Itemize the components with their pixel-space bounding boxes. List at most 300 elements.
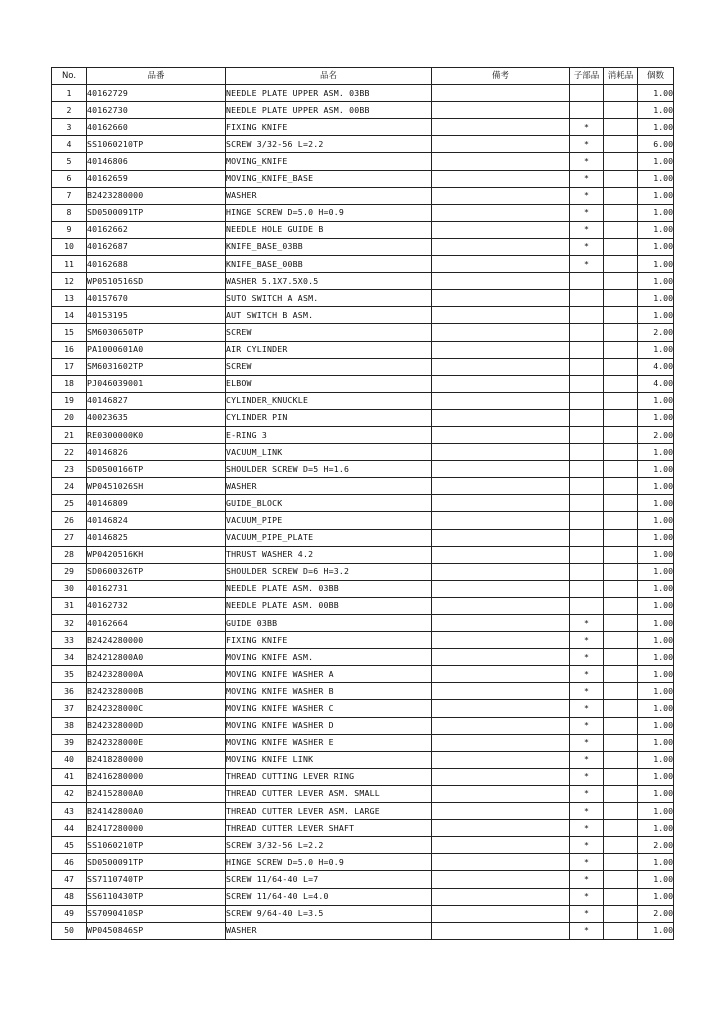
part-number-cell: SS7110740TP bbox=[87, 871, 226, 888]
part-number-cell: B2423280000 bbox=[87, 187, 226, 204]
consumable-mark-cell bbox=[604, 597, 638, 614]
row-number: 17 bbox=[52, 358, 87, 375]
remarks-cell bbox=[432, 529, 570, 546]
consumable-mark-cell bbox=[604, 615, 638, 632]
quantity-cell: 1.00 bbox=[638, 392, 674, 409]
quantity-cell: 2.00 bbox=[638, 324, 674, 341]
part-name-cell: MOVING KNIFE WASHER D bbox=[226, 717, 432, 734]
table-row bbox=[52, 871, 674, 888]
row-number: 35 bbox=[52, 666, 87, 683]
quantity-cell: 1.00 bbox=[638, 803, 674, 820]
row-number: 14 bbox=[52, 307, 87, 324]
part-number-cell: 40146827 bbox=[87, 392, 226, 409]
subpart-mark-cell: * bbox=[570, 632, 604, 649]
consumable-mark-cell bbox=[604, 820, 638, 837]
consumable-mark-cell bbox=[604, 409, 638, 426]
row-number: 39 bbox=[52, 734, 87, 751]
part-name-cell: AIR CYLINDER bbox=[226, 341, 432, 358]
remarks-cell bbox=[432, 580, 570, 597]
remarks-cell bbox=[432, 632, 570, 649]
part-name-cell: SCREW bbox=[226, 324, 432, 341]
row-number: 41 bbox=[52, 768, 87, 785]
table-row bbox=[52, 119, 674, 136]
consumable-mark-cell bbox=[604, 683, 638, 700]
quantity-cell: 1.00 bbox=[638, 529, 674, 546]
remarks-cell bbox=[432, 922, 570, 939]
row-number: 27 bbox=[52, 529, 87, 546]
table-row bbox=[52, 102, 674, 119]
part-number-cell: SD0500166TP bbox=[87, 461, 226, 478]
part-number-cell: RE0300000K0 bbox=[87, 426, 226, 443]
consumable-mark-cell bbox=[604, 837, 638, 854]
header-row bbox=[52, 68, 674, 85]
remarks-cell bbox=[432, 444, 570, 461]
subpart-mark-cell: * bbox=[570, 256, 604, 273]
quantity-cell: 1.00 bbox=[638, 717, 674, 734]
part-number-cell: SS7090410SP bbox=[87, 905, 226, 922]
consumable-mark-cell bbox=[604, 136, 638, 153]
part-name-cell: WASHER bbox=[226, 922, 432, 939]
part-name-cell: WASHER bbox=[226, 478, 432, 495]
consumable-mark-cell bbox=[604, 341, 638, 358]
row-number: 4 bbox=[52, 136, 87, 153]
part-number-cell: B24152800A0 bbox=[87, 785, 226, 802]
table-row bbox=[52, 580, 674, 597]
remarks-cell bbox=[432, 238, 570, 255]
subpart-mark-cell bbox=[570, 546, 604, 563]
quantity-cell: 1.00 bbox=[638, 854, 674, 871]
subpart-mark-cell: * bbox=[570, 717, 604, 734]
part-name-cell: CYLINDER PIN bbox=[226, 409, 432, 426]
subpart-mark-cell bbox=[570, 341, 604, 358]
subpart-mark-cell bbox=[570, 444, 604, 461]
remarks-cell bbox=[432, 426, 570, 443]
subpart-mark-cell: * bbox=[570, 666, 604, 683]
remarks-cell bbox=[432, 512, 570, 529]
table-row bbox=[52, 273, 674, 290]
row-number: 23 bbox=[52, 461, 87, 478]
row-number: 31 bbox=[52, 597, 87, 614]
row-number: 42 bbox=[52, 785, 87, 802]
part-name-cell: THREAD CUTTER LEVER ASM. LARGE bbox=[226, 803, 432, 820]
quantity-cell: 4.00 bbox=[638, 375, 674, 392]
part-number-cell: B2424280000 bbox=[87, 632, 226, 649]
row-number: 5 bbox=[52, 153, 87, 170]
part-name-cell: NEEDLE HOLE GUIDE B bbox=[226, 221, 432, 238]
parts-list-table bbox=[51, 67, 674, 940]
consumable-mark-cell bbox=[604, 580, 638, 597]
quantity-cell: 1.00 bbox=[638, 461, 674, 478]
part-name-cell: VACUUM_PIPE bbox=[226, 512, 432, 529]
remarks-cell bbox=[432, 478, 570, 495]
consumable-mark-cell bbox=[604, 717, 638, 734]
remarks-cell bbox=[432, 837, 570, 854]
table-row bbox=[52, 632, 674, 649]
remarks-cell bbox=[432, 324, 570, 341]
subpart-mark-cell: * bbox=[570, 649, 604, 666]
consumable-mark-cell bbox=[604, 273, 638, 290]
quantity-cell: 1.00 bbox=[638, 478, 674, 495]
part-number-cell: 40162664 bbox=[87, 615, 226, 632]
part-name-cell: SCREW 3/32-56 L=2.2 bbox=[226, 837, 432, 854]
table-row bbox=[52, 358, 674, 375]
consumable-mark-cell bbox=[604, 803, 638, 820]
part-number-cell: B24142800A0 bbox=[87, 803, 226, 820]
subpart-mark-cell: * bbox=[570, 751, 604, 768]
part-name-cell: SHOULDER SCREW D=6 H=3.2 bbox=[226, 563, 432, 580]
quantity-cell: 1.00 bbox=[638, 85, 674, 102]
table-row bbox=[52, 785, 674, 802]
table-row bbox=[52, 307, 674, 324]
consumable-mark-cell bbox=[604, 529, 638, 546]
part-name-cell: NEEDLE PLATE ASM. 00BB bbox=[226, 597, 432, 614]
row-number: 7 bbox=[52, 187, 87, 204]
table-row bbox=[52, 204, 674, 221]
part-name-cell: MOVING KNIFE WASHER C bbox=[226, 700, 432, 717]
part-name-cell: SHOULDER SCREW D=5 H=1.6 bbox=[226, 461, 432, 478]
consumable-mark-cell bbox=[604, 153, 638, 170]
part-name-cell: KNIFE_BASE_00BB bbox=[226, 256, 432, 273]
part-name-cell: KNIFE_BASE_03BB bbox=[226, 238, 432, 255]
row-number: 30 bbox=[52, 580, 87, 597]
part-number-cell: B2417280000 bbox=[87, 820, 226, 837]
consumable-mark-cell bbox=[604, 221, 638, 238]
quantity-cell: 1.00 bbox=[638, 204, 674, 221]
table-row bbox=[52, 597, 674, 614]
row-number: 43 bbox=[52, 803, 87, 820]
quantity-cell: 1.00 bbox=[638, 187, 674, 204]
table-row bbox=[52, 170, 674, 187]
remarks-cell bbox=[432, 204, 570, 221]
part-number-cell: SD0600326TP bbox=[87, 563, 226, 580]
table-row bbox=[52, 341, 674, 358]
subpart-mark-cell: * bbox=[570, 221, 604, 238]
part-number-cell: 40146826 bbox=[87, 444, 226, 461]
subpart-mark-cell: * bbox=[570, 837, 604, 854]
remarks-cell bbox=[432, 170, 570, 187]
part-name-cell: SCREW 11/64-40 L=4.0 bbox=[226, 888, 432, 905]
row-number: 29 bbox=[52, 563, 87, 580]
subpart-mark-cell: * bbox=[570, 153, 604, 170]
table-row bbox=[52, 187, 674, 204]
part-name-cell: MOVING KNIFE WASHER E bbox=[226, 734, 432, 751]
table-row bbox=[52, 512, 674, 529]
row-number: 46 bbox=[52, 854, 87, 871]
remarks-cell bbox=[432, 785, 570, 802]
part-number-cell: 40023635 bbox=[87, 409, 226, 426]
header-no: No. bbox=[52, 68, 87, 85]
part-number-cell: SD0500091TP bbox=[87, 204, 226, 221]
remarks-cell bbox=[432, 546, 570, 563]
table-row bbox=[52, 444, 674, 461]
part-number-cell: 40162731 bbox=[87, 580, 226, 597]
subpart-mark-cell: * bbox=[570, 888, 604, 905]
table-row bbox=[52, 615, 674, 632]
part-name-cell: FIXING KNIFE bbox=[226, 632, 432, 649]
row-number: 2 bbox=[52, 102, 87, 119]
subpart-mark-cell bbox=[570, 392, 604, 409]
part-number-cell: 40162659 bbox=[87, 170, 226, 187]
part-name-cell: SCREW 9/64-40 L=3.5 bbox=[226, 905, 432, 922]
part-name-cell: THRUST WASHER 4.2 bbox=[226, 546, 432, 563]
part-name-cell: NEEDLE PLATE ASM. 03BB bbox=[226, 580, 432, 597]
subpart-mark-cell: * bbox=[570, 803, 604, 820]
remarks-cell bbox=[432, 597, 570, 614]
part-number-cell: PJ046039001 bbox=[87, 375, 226, 392]
remarks-cell bbox=[432, 563, 570, 580]
part-number-cell: 40162729 bbox=[87, 85, 226, 102]
quantity-cell: 1.00 bbox=[638, 409, 674, 426]
table-row bbox=[52, 563, 674, 580]
consumable-mark-cell bbox=[604, 666, 638, 683]
subpart-mark-cell bbox=[570, 478, 604, 495]
remarks-cell bbox=[432, 358, 570, 375]
part-name-cell: HINGE SCREW D=5.0 H=0.9 bbox=[226, 854, 432, 871]
subpart-mark-cell: * bbox=[570, 136, 604, 153]
row-number: 24 bbox=[52, 478, 87, 495]
remarks-cell bbox=[432, 119, 570, 136]
consumable-mark-cell bbox=[604, 444, 638, 461]
part-name-cell: FIXING KNIFE bbox=[226, 119, 432, 136]
row-number: 47 bbox=[52, 871, 87, 888]
remarks-cell bbox=[432, 341, 570, 358]
part-number-cell: SM6031602TP bbox=[87, 358, 226, 375]
row-number: 15 bbox=[52, 324, 87, 341]
part-name-cell: NEEDLE PLATE UPPER ASM. 00BB bbox=[226, 102, 432, 119]
quantity-cell: 1.00 bbox=[638, 444, 674, 461]
subpart-mark-cell: * bbox=[570, 683, 604, 700]
remarks-cell bbox=[432, 871, 570, 888]
row-number: 18 bbox=[52, 375, 87, 392]
subpart-mark-cell: * bbox=[570, 768, 604, 785]
consumable-mark-cell bbox=[604, 119, 638, 136]
subpart-mark-cell: * bbox=[570, 734, 604, 751]
subpart-mark-cell bbox=[570, 409, 604, 426]
quantity-cell: 1.00 bbox=[638, 871, 674, 888]
remarks-cell bbox=[432, 290, 570, 307]
table-row bbox=[52, 392, 674, 409]
part-number-cell: B242328000E bbox=[87, 734, 226, 751]
consumable-mark-cell bbox=[604, 563, 638, 580]
row-number: 3 bbox=[52, 119, 87, 136]
subpart-mark-cell bbox=[570, 290, 604, 307]
remarks-cell bbox=[432, 392, 570, 409]
remarks-cell bbox=[432, 221, 570, 238]
remarks-cell bbox=[432, 256, 570, 273]
quantity-cell: 1.00 bbox=[638, 785, 674, 802]
quantity-cell: 4.00 bbox=[638, 358, 674, 375]
row-number: 10 bbox=[52, 238, 87, 255]
subpart-mark-cell: * bbox=[570, 170, 604, 187]
consumable-mark-cell bbox=[604, 170, 638, 187]
quantity-cell: 1.00 bbox=[638, 273, 674, 290]
remarks-cell bbox=[432, 615, 570, 632]
quantity-cell: 1.00 bbox=[638, 734, 674, 751]
part-number-cell: SD0500091TP bbox=[87, 854, 226, 871]
table-row bbox=[52, 85, 674, 102]
part-number-cell: B24212800A0 bbox=[87, 649, 226, 666]
consumable-mark-cell bbox=[604, 426, 638, 443]
quantity-cell: 1.00 bbox=[638, 615, 674, 632]
table-row bbox=[52, 854, 674, 871]
consumable-mark-cell bbox=[604, 888, 638, 905]
part-name-cell: THREAD CUTTING LEVER RING bbox=[226, 768, 432, 785]
row-number: 40 bbox=[52, 751, 87, 768]
table-row bbox=[52, 221, 674, 238]
subpart-mark-cell: * bbox=[570, 871, 604, 888]
consumable-mark-cell bbox=[604, 495, 638, 512]
subpart-mark-cell bbox=[570, 324, 604, 341]
remarks-cell bbox=[432, 495, 570, 512]
part-number-cell: B242328000B bbox=[87, 683, 226, 700]
remarks-cell bbox=[432, 803, 570, 820]
part-name-cell: SCREW 11/64-40 L=7 bbox=[226, 871, 432, 888]
table-row bbox=[52, 768, 674, 785]
remarks-cell bbox=[432, 854, 570, 871]
consumable-mark-cell bbox=[604, 324, 638, 341]
row-number: 50 bbox=[52, 922, 87, 939]
quantity-cell: 1.00 bbox=[638, 888, 674, 905]
quantity-cell: 1.00 bbox=[638, 597, 674, 614]
part-number-cell: 40162730 bbox=[87, 102, 226, 119]
consumable-mark-cell bbox=[604, 375, 638, 392]
consumable-mark-cell bbox=[604, 700, 638, 717]
remarks-cell bbox=[432, 905, 570, 922]
part-name-cell: WASHER bbox=[226, 187, 432, 204]
table-row bbox=[52, 649, 674, 666]
part-number-cell: 40162687 bbox=[87, 238, 226, 255]
subpart-mark-cell: * bbox=[570, 854, 604, 871]
row-number: 22 bbox=[52, 444, 87, 461]
consumable-mark-cell bbox=[604, 85, 638, 102]
row-number: 16 bbox=[52, 341, 87, 358]
remarks-cell bbox=[432, 409, 570, 426]
part-number-cell: SM6030650TP bbox=[87, 324, 226, 341]
row-number: 19 bbox=[52, 392, 87, 409]
table-row bbox=[52, 409, 674, 426]
quantity-cell: 1.00 bbox=[638, 546, 674, 563]
part-name-cell: AUT SWITCH B ASM. bbox=[226, 307, 432, 324]
row-number: 32 bbox=[52, 615, 87, 632]
part-number-cell: WP0450846SP bbox=[87, 922, 226, 939]
row-number: 44 bbox=[52, 820, 87, 837]
row-number: 21 bbox=[52, 426, 87, 443]
consumable-mark-cell bbox=[604, 461, 638, 478]
row-number: 28 bbox=[52, 546, 87, 563]
consumable-mark-cell bbox=[604, 358, 638, 375]
subpart-mark-cell bbox=[570, 563, 604, 580]
table-row bbox=[52, 683, 674, 700]
row-number: 37 bbox=[52, 700, 87, 717]
part-name-cell: THREAD CUTTER LEVER ASM. SMALL bbox=[226, 785, 432, 802]
part-number-cell: 40153195 bbox=[87, 307, 226, 324]
header-quantity: 個数 bbox=[638, 68, 674, 85]
row-number: 12 bbox=[52, 273, 87, 290]
remarks-cell bbox=[432, 683, 570, 700]
part-number-cell: B2418280000 bbox=[87, 751, 226, 768]
quantity-cell: 2.00 bbox=[638, 905, 674, 922]
row-number: 6 bbox=[52, 170, 87, 187]
quantity-cell: 1.00 bbox=[638, 666, 674, 683]
part-number-cell: B242328000C bbox=[87, 700, 226, 717]
remarks-cell bbox=[432, 153, 570, 170]
table-row bbox=[52, 375, 674, 392]
table-row bbox=[52, 426, 674, 443]
table-row bbox=[52, 153, 674, 170]
part-number-cell: SS1060210TP bbox=[87, 136, 226, 153]
part-name-cell: MOVING KNIFE ASM. bbox=[226, 649, 432, 666]
remarks-cell bbox=[432, 273, 570, 290]
part-name-cell: MOVING KNIFE WASHER B bbox=[226, 683, 432, 700]
consumable-mark-cell bbox=[604, 478, 638, 495]
row-number: 48 bbox=[52, 888, 87, 905]
row-number: 49 bbox=[52, 905, 87, 922]
part-number-cell: WP0510516SD bbox=[87, 273, 226, 290]
subpart-mark-cell bbox=[570, 597, 604, 614]
part-number-cell: 40157670 bbox=[87, 290, 226, 307]
row-number: 26 bbox=[52, 512, 87, 529]
part-name-cell: GUIDE_BLOCK bbox=[226, 495, 432, 512]
header-remarks: 備考 bbox=[432, 68, 570, 85]
quantity-cell: 1.00 bbox=[638, 563, 674, 580]
consumable-mark-cell bbox=[604, 546, 638, 563]
subpart-mark-cell bbox=[570, 358, 604, 375]
part-name-cell: E-RING 3 bbox=[226, 426, 432, 443]
row-number: 34 bbox=[52, 649, 87, 666]
table-row bbox=[52, 546, 674, 563]
quantity-cell: 1.00 bbox=[638, 700, 674, 717]
subpart-mark-cell bbox=[570, 85, 604, 102]
remarks-cell bbox=[432, 666, 570, 683]
quantity-cell: 1.00 bbox=[638, 256, 674, 273]
subpart-mark-cell: * bbox=[570, 187, 604, 204]
part-name-cell: MOVING KNIFE LINK bbox=[226, 751, 432, 768]
header-subpart: 子部品 bbox=[570, 68, 604, 85]
quantity-cell: 1.00 bbox=[638, 153, 674, 170]
quantity-cell: 1.00 bbox=[638, 102, 674, 119]
consumable-mark-cell bbox=[604, 649, 638, 666]
remarks-cell bbox=[432, 461, 570, 478]
subpart-mark-cell bbox=[570, 580, 604, 597]
quantity-cell: 1.00 bbox=[638, 683, 674, 700]
consumable-mark-cell bbox=[604, 256, 638, 273]
table-row bbox=[52, 461, 674, 478]
subpart-mark-cell: * bbox=[570, 820, 604, 837]
part-number-cell: SS6110430TP bbox=[87, 888, 226, 905]
subpart-mark-cell: * bbox=[570, 119, 604, 136]
consumable-mark-cell bbox=[604, 768, 638, 785]
table-row bbox=[52, 905, 674, 922]
quantity-cell: 1.00 bbox=[638, 495, 674, 512]
row-number: 9 bbox=[52, 221, 87, 238]
subpart-mark-cell: * bbox=[570, 700, 604, 717]
part-name-cell: MOVING KNIFE WASHER A bbox=[226, 666, 432, 683]
part-number-cell: B242328000A bbox=[87, 666, 226, 683]
part-name-cell: SCREW 3/32-56 L=2.2 bbox=[226, 136, 432, 153]
table-row bbox=[52, 751, 674, 768]
subpart-mark-cell: * bbox=[570, 238, 604, 255]
quantity-cell: 2.00 bbox=[638, 426, 674, 443]
row-number: 20 bbox=[52, 409, 87, 426]
quantity-cell: 2.00 bbox=[638, 837, 674, 854]
remarks-cell bbox=[432, 768, 570, 785]
consumable-mark-cell bbox=[604, 392, 638, 409]
table-row bbox=[52, 238, 674, 255]
subpart-mark-cell bbox=[570, 375, 604, 392]
consumable-mark-cell bbox=[604, 922, 638, 939]
consumable-mark-cell bbox=[604, 102, 638, 119]
consumable-mark-cell bbox=[604, 751, 638, 768]
